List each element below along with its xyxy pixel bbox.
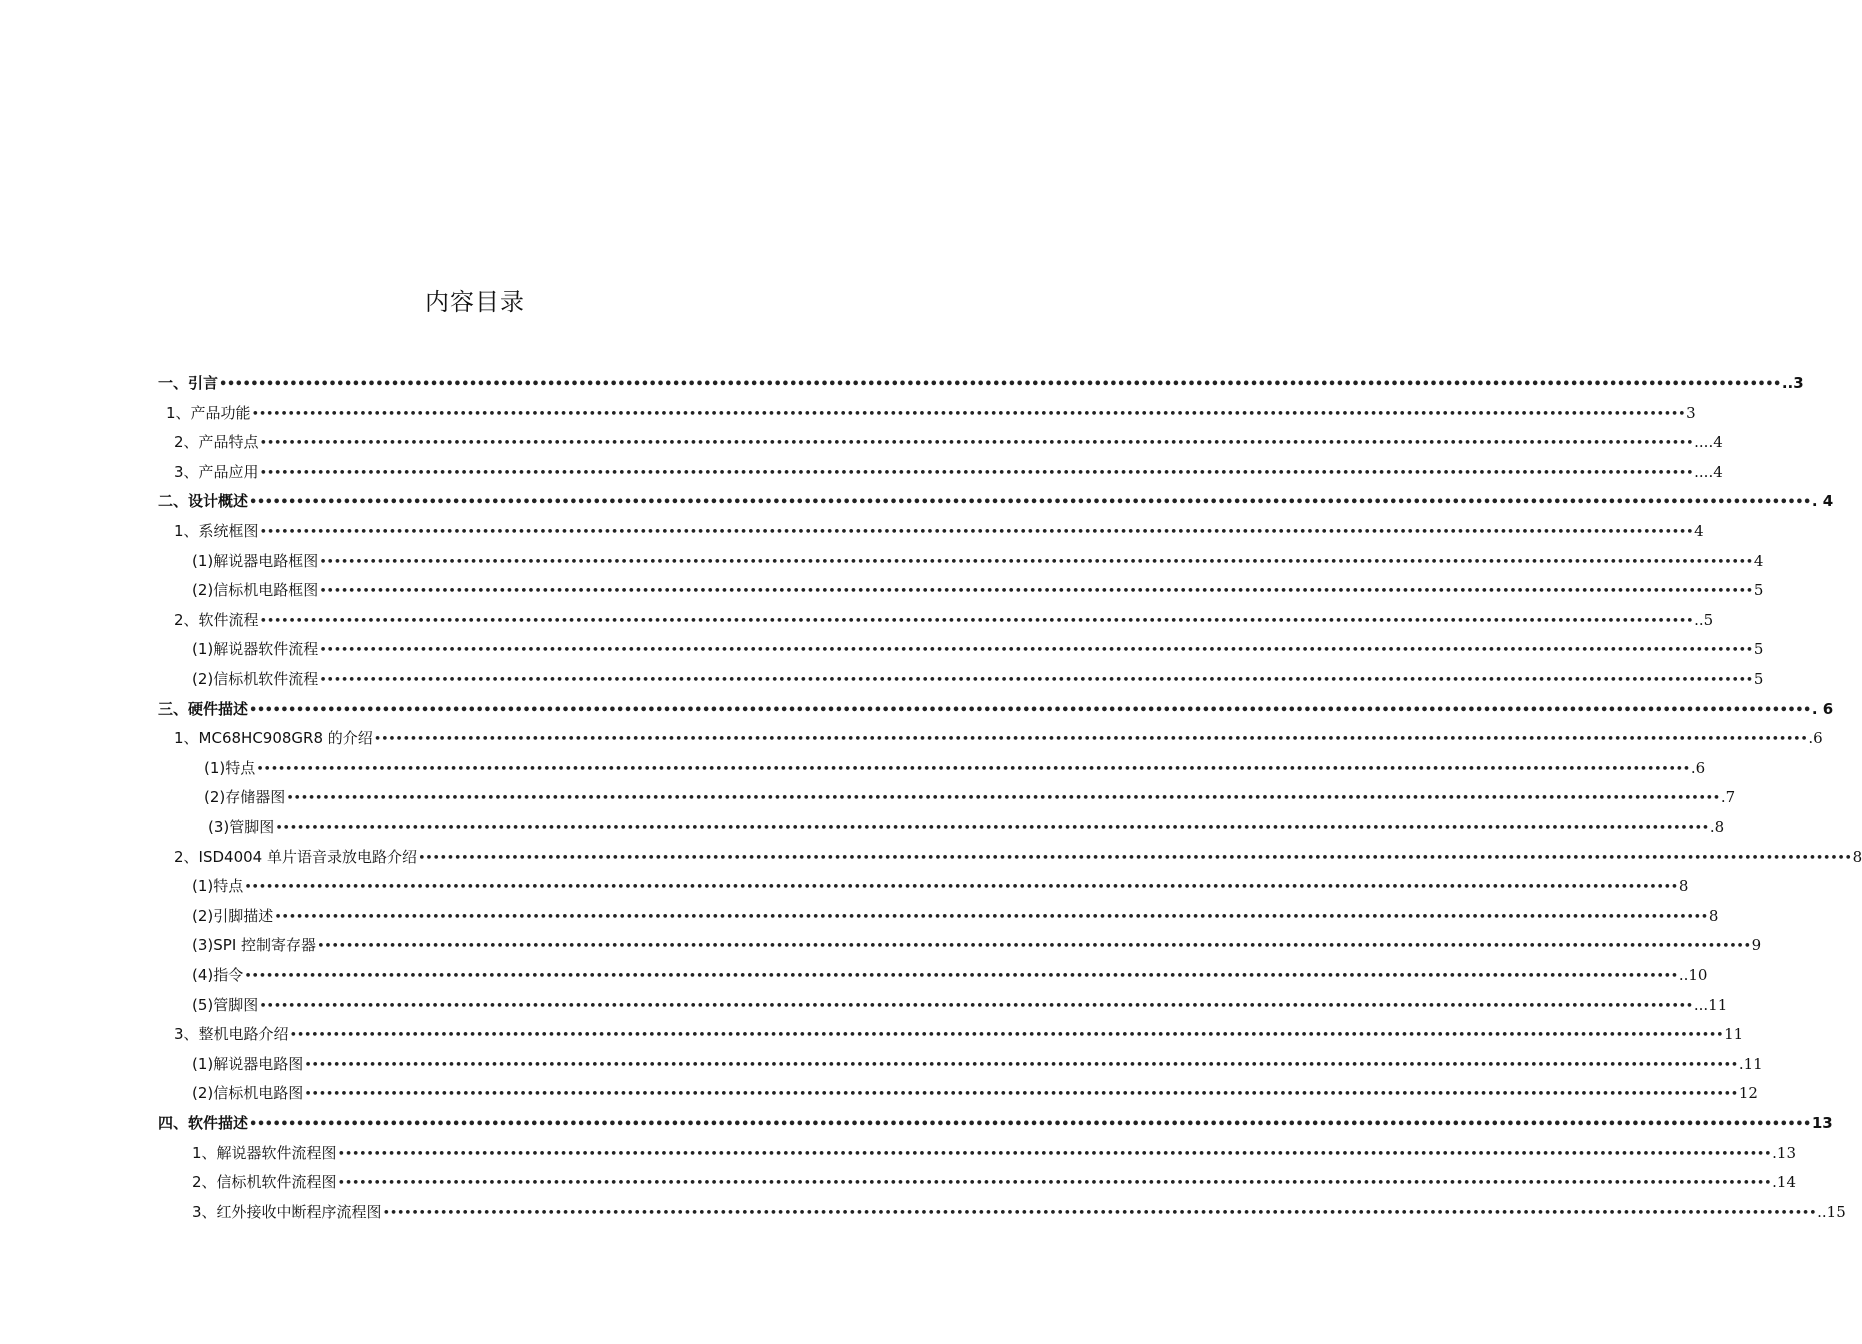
toc-entry-page: .6 xyxy=(1808,729,1823,748)
toc-leader-dots: •••••••••••••••••••••••••••••••••••••••••••••••••••••••••••••••••••••••••••••••••••••••••••••••••••••••••••••••••••••••••••••••••••••••••••••••••••••••••••••••••••••••••••••••••••••••••••••••••••••••• xyxy=(259,998,1693,1014)
toc-entry-label: 1、解说器软件流程图 xyxy=(192,1143,337,1162)
toc-entry[interactable] xyxy=(192,1200,1846,1224)
toc-leader-dots: •••••••••••••••••••••••••••••••••••••••••••••••••••••••••••••••••••••••••••••••••••••••••••••••••••••••••••••••••••••••••••••••••••••••••••••••••••••••••••••••••••••••••••••••••••••••••••••••••••••••• xyxy=(289,1028,1724,1044)
toc-leader-dots: •••••••••••••••••••••••••••••••••••••••••••••••••••••••••••••••••••••••••••••••••••••••••••••••••••••••••••••••••••••••••••••••••••••••••••••••••••••••••••••••••••••••••••••••••••••••••••••••••••••••• xyxy=(319,673,1753,688)
toc-leader-dots: •••••••••••••••••••••••••••••••••••••••••••••••••••••••••••••••••••••••••••••••••••••••••••••••••••••••••••••••••••••••••••••••••••••••••••••••••••••••••••••••••••••••••••••••••••••••••••••••••••••••• xyxy=(319,643,1753,659)
toc-entry[interactable] xyxy=(192,1081,1758,1105)
toc-leader-dots: •••••••••••••••••••••••••••••••••••••••••••••••••••••••••••••••••••••••••••••••••••••••••••••••••••••••••••••••••••••••••••••••••••••••••••••••••••••••••••••••••••••••••••••••••••••••••••••••••••••••• xyxy=(249,702,1811,718)
toc-entry-page: .13 xyxy=(1772,1143,1796,1162)
toc-entry-page: ....4 xyxy=(1694,462,1723,481)
toc-entry-page: .11 xyxy=(1738,1054,1763,1073)
toc-entry[interactable] xyxy=(192,549,1764,573)
toc-entry-page: .8 xyxy=(1709,818,1725,836)
toc-entry-page: ..5 xyxy=(1694,610,1714,629)
toc-entry-page: ..15 xyxy=(1817,1202,1846,1221)
toc-leader-dots: •••••••••••••••••••••••••••••••••••••••••••••••••••••••••••••••••••••••••••••••••••••••••••••••••••••••••••••••••••••••••••••••••••••••••••••••••••••••••••••••••••••••••••••••••••••••••••••••••••••••• xyxy=(274,909,1708,925)
toc-entry-label: 3、整机电路介绍 xyxy=(174,1025,289,1044)
toc-entry[interactable] xyxy=(166,401,1696,425)
toc-entry[interactable] xyxy=(192,667,1764,691)
toc-entry-label: (2)信标机电路图 xyxy=(192,1084,304,1103)
toc-entry-page: ...11 xyxy=(1693,995,1728,1014)
toc-leader-dots: •••••••••••••••••••••••••••••••••••••••••••••••••••••••••••••••••••••••••••••••••••••••••••••••••••••••••••••••••••••••••••••••••••••••••••••••••••••••••••••••••••••••••••••••••••••••••••••••••••••••• xyxy=(304,1057,1738,1073)
toc-entry[interactable] xyxy=(192,1170,1796,1194)
toc-leader-dots: •••••••••••••••••••••••••••••••••••••••••••••••••••••••••••••••••••••••••••••••••••••••••••••••••••••••••••••••••••••••••••••••••••••••••••••••••••••••••••••••••••••••••••••••••••••••••••••••••••••••• xyxy=(319,554,1753,570)
toc-entry-page: ..10 xyxy=(1678,966,1708,984)
toc-entry-page: 5 xyxy=(1753,670,1764,688)
toc-entry-label: 2、信标机软件流程图 xyxy=(192,1173,337,1192)
toc-entry-label: 一、引言 xyxy=(158,374,219,392)
toc-entry[interactable] xyxy=(192,1052,1763,1076)
toc-entry-label: (1)解说器电路框图 xyxy=(192,551,319,570)
toc-entry-page: 4 xyxy=(1694,522,1704,540)
toc-leader-dots: •••••••••••••••••••••••••••••••••••••••••••••••••••••••••••••••••••••••••••••••••••••••••••••••••••••••••••••••••••••••••••••••••••••••••••••••••••••••••••••••••••••••••••••••••••••••••••••••••••••••• xyxy=(219,377,1781,392)
toc-entry-label: 2、产品特点 xyxy=(174,433,259,452)
toc-entry-label: (5)管脚图 xyxy=(192,995,259,1014)
toc-leader-dots: •••••••••••••••••••••••••••••••••••••••••••••••••••••••••••••••••••••••••••••••••••••••••••••••••••••••••••••••••••••••••••••••••••••••••••••••••••••••••••••••••••••••••••••••••••••••••••••••••••••••• xyxy=(259,525,1694,540)
page-title: 内容目录 xyxy=(425,288,525,316)
toc-entry[interactable] xyxy=(192,963,1708,987)
toc-entry-page: 11 xyxy=(1724,1025,1744,1044)
toc-entry-label: (1)解说器软件流程 xyxy=(192,640,319,659)
toc-entry[interactable] xyxy=(208,815,1725,839)
toc-entry[interactable] xyxy=(192,637,1764,661)
toc-entry[interactable] xyxy=(158,489,1834,513)
toc-entry-label: (2)引脚描述 xyxy=(192,906,274,925)
toc-entry-label: (3)SPI 控制寄存器 xyxy=(192,936,317,955)
toc-entry-page: 4 xyxy=(1753,551,1764,570)
toc-entry-page: ....4 xyxy=(1694,433,1723,452)
toc-entry-label: 三、硬件描述 xyxy=(158,699,249,718)
toc-leader-dots: •••••••••••••••••••••••••••••••••••••••••••••••••••••••••••••••••••••••••••••••••••••••••••••••••••••••••••••••••••••••••••••••••••••••••••••••••••••••••••••••••••••••••••••••••••••••••••••••••••••••• xyxy=(337,1146,1772,1162)
toc-entry[interactable] xyxy=(174,845,1862,869)
toc-entry[interactable] xyxy=(192,1141,1796,1165)
toc-entry[interactable] xyxy=(174,1022,1744,1046)
toc-leader-dots: •••••••••••••••••••••••••••••••••••••••••••••••••••••••••••••••••••••••••••••••••••••••••••••••••••••••••••••••••••••••••••••••••••••••••••••••••••••••••••••••••••••••••••••••••••••••••••••••••••••••• xyxy=(417,850,1852,866)
toc-leader-dots: •••••••••••••••••••••••••••••••••••••••••••••••••••••••••••••••••••••••••••••••••••••••••••••••••••••••••••••••••••••••••••••••••••••••••••••••••••••••••••••••••••••••••••••••••••••••••••••••••••••••• xyxy=(251,406,1686,422)
toc-entry-label: (3)管脚图 xyxy=(208,818,275,836)
toc-leader-dots: •••••••••••••••••••••••••••••••••••••••••••••••••••••••••••••••••••••••••••••••••••••••••••••••••••••••••••••••••••••••••••••••••••••••••••••••••••••••••••••••••••••••••••••••••••••••••••••••••••••••• xyxy=(319,584,1753,600)
toc-entry[interactable] xyxy=(174,519,1704,543)
toc-entry-label: 2、ISD4004 单片语音录放电路介绍 xyxy=(174,847,417,866)
toc-leader-dots: •••••••••••••••••••••••••••••••••••••••••••••••••••••••••••••••••••••••••••••••••••••••••••••••••••••••••••••••••••••••••••••••••••••••••••••••••••••••••••••••••••••••••••••••••••••••••••••••••••••••• xyxy=(256,761,1690,777)
toc-leader-dots: •••••••••••••••••••••••••••••••••••••••••••••••••••••••••••••••••••••••••••••••••••••••••••••••••••••••••••••••••••••••••••••••••••••••••••••••••••••••••••••••••••••••••••••••••••••••••••••••••••••••• xyxy=(275,821,1709,836)
toc-entry[interactable] xyxy=(174,726,1823,750)
toc-entry[interactable] xyxy=(192,933,1762,957)
toc-leader-dots: •••••••••••••••••••••••••••••••••••••••••••••••••••••••••••••••••••••••••••••••••••••••••••••••••••••••••••••••••••••••••••••••••••••••••••••••••••••••••••••••••••••••••••••••••••••••••••••••••••••••• xyxy=(317,939,1751,955)
toc-entry-page: 12 xyxy=(1738,1084,1758,1103)
toc-entry-label: (2)信标机电路框图 xyxy=(192,581,319,600)
toc-entry[interactable] xyxy=(174,430,1723,454)
toc-entry-label: 1、系统框图 xyxy=(174,522,259,540)
toc-entry[interactable] xyxy=(204,785,1736,809)
toc-entry-label: 四、软件描述 xyxy=(158,1114,249,1132)
toc-leader-dots: •••••••••••••••••••••••••••••••••••••••••••••••••••••••••••••••••••••••••••••••••••••••••••••••••••••••••••••••••••••••••••••••••••••••••••••••••••••••••••••••••••••••••••••••••••••••••••••••••••••••• xyxy=(249,1117,1811,1132)
toc-entry-label: 3、红外接收中断程序流程图 xyxy=(192,1202,382,1221)
toc-entry[interactable] xyxy=(158,697,1834,721)
toc-entry-page: 5 xyxy=(1753,640,1764,659)
toc-entry-label: (1)特点 xyxy=(204,758,256,777)
toc-entry-page: 8 xyxy=(1678,877,1689,896)
toc-entry[interactable] xyxy=(204,756,1706,780)
toc-entry-page: . 4 xyxy=(1811,492,1834,511)
toc-entry-page: .6 xyxy=(1690,758,1706,777)
toc-leader-dots: •••••••••••••••••••••••••••••••••••••••••••••••••••••••••••••••••••••••••••••••••••••••••••••••••••••••••••••••••••••••••••••••••••••••••••••••••••••••••••••••••••••••••••••••••••••••••••••••••••••••• xyxy=(373,732,1808,748)
toc-leader-dots: •••••••••••••••••••••••••••••••••••••••••••••••••••••••••••••••••••••••••••••••••••••••••••••••••••••••••••••••••••••••••••••••••••••••••••••••••••••••••••••••••••••••••••••••••••••••••••••••••••••••• xyxy=(249,495,1811,511)
toc-entry-page: 3 xyxy=(1686,403,1696,422)
toc-leader-dots: •••••••••••••••••••••••••••••••••••••••••••••••••••••••••••••••••••••••••••••••••••••••••••••••••••••••••••••••••••••••••••••••••••••••••••••••••••••••••••••••••••••••••••••••••••••••••••••••••••••••• xyxy=(304,1087,1738,1103)
toc-entry-label: (1)解说器电路图 xyxy=(192,1054,304,1073)
toc-leader-dots: •••••••••••••••••••••••••••••••••••••••••••••••••••••••••••••••••••••••••••••••••••••••••••••••••••••••••••••••••••••••••••••••••••••••••••••••••••••••••••••••••••••••••••••••••••••••••••••••••••••••• xyxy=(244,880,1678,896)
toc-leader-dots: •••••••••••••••••••••••••••••••••••••••••••••••••••••••••••••••••••••••••••••••••••••••••••••••••••••••••••••••••••••••••••••••••••••••••••••••••••••••••••••••••••••••••••••••••••••••••••••••••••••••• xyxy=(244,969,1678,984)
toc-entry-page: 13 xyxy=(1811,1114,1833,1132)
toc-entry-page: .7 xyxy=(1720,788,1736,807)
toc-entry[interactable] xyxy=(192,904,1719,928)
toc-entry-page: .14 xyxy=(1772,1173,1796,1192)
toc-entry-label: 1、产品功能 xyxy=(166,403,251,422)
toc-entry[interactable] xyxy=(158,1111,1833,1135)
toc-entry-page: 8 xyxy=(1708,906,1719,925)
toc-leader-dots: •••••••••••••••••••••••••••••••••••••••••••••••••••••••••••••••••••••••••••••••••••••••••••••••••••••••••••••••••••••••••••••••••••••••••••••••••••••••••••••••••••••••••••••••••••••••••••••••••••••••• xyxy=(259,613,1694,629)
toc-entry-page: ..3 xyxy=(1781,374,1804,392)
toc-leader-dots: •••••••••••••••••••••••••••••••••••••••••••••••••••••••••••••••••••••••••••••••••••••••••••••••••••••••••••••••••••••••••••••••••••••••••••••••••••••••••••••••••••••••••••••••••••••••••••••••••••••••• xyxy=(337,1176,1772,1192)
toc-leader-dots: •••••••••••••••••••••••••••••••••••••••••••••••••••••••••••••••••••••••••••••••••••••••••••••••••••••••••••••••••••••••••••••••••••••••••••••••••••••••••••••••••••••••••••••••••••••••••••••••••••••••• xyxy=(382,1205,1817,1221)
toc-leader-dots: •••••••••••••••••••••••••••••••••••••••••••••••••••••••••••••••••••••••••••••••••••••••••••••••••••••••••••••••••••••••••••••••••••••••••••••••••••••••••••••••••••••••••••••••••••••••••••••••••••••••• xyxy=(286,791,1720,807)
toc-leader-dots: •••••••••••••••••••••••••••••••••••••••••••••••••••••••••••••••••••••••••••••••••••••••••••••••••••••••••••••••••••••••••••••••••••••••••••••••••••••••••••••••••••••••••••••••••••••••••••••••••••••••• xyxy=(259,436,1694,452)
toc-entry-page: . 6 xyxy=(1811,699,1834,718)
toc-entry[interactable] xyxy=(174,608,1714,632)
toc-entry-label: (4)指令 xyxy=(192,966,244,984)
toc-entry-label: 2、软件流程 xyxy=(174,610,259,629)
toc-entry-label: 二、设计概述 xyxy=(158,492,249,511)
toc-entry-label: 1、MC68HC908GR8 的介绍 xyxy=(174,729,373,748)
toc-entry[interactable] xyxy=(192,993,1728,1017)
toc-entry-page: 5 xyxy=(1753,581,1764,600)
toc-entry[interactable] xyxy=(192,874,1689,898)
toc-entry-page: 8 xyxy=(1852,847,1862,866)
toc-entry[interactable] xyxy=(174,460,1723,484)
toc-entry-label: (2)信标机软件流程 xyxy=(192,670,319,688)
toc-entry[interactable] xyxy=(192,578,1764,602)
toc-entry-label: 3、产品应用 xyxy=(174,462,259,481)
toc-entry-label: (2)存储器图 xyxy=(204,788,286,807)
toc-entry-page: 9 xyxy=(1751,936,1762,955)
toc-entry-label: (1)特点 xyxy=(192,877,244,896)
toc-entry[interactable] xyxy=(158,371,1804,395)
toc-leader-dots: •••••••••••••••••••••••••••••••••••••••••••••••••••••••••••••••••••••••••••••••••••••••••••••••••••••••••••••••••••••••••••••••••••••••••••••••••••••••••••••••••••••••••••••••••••••••••••••••••••••••• xyxy=(259,465,1694,481)
